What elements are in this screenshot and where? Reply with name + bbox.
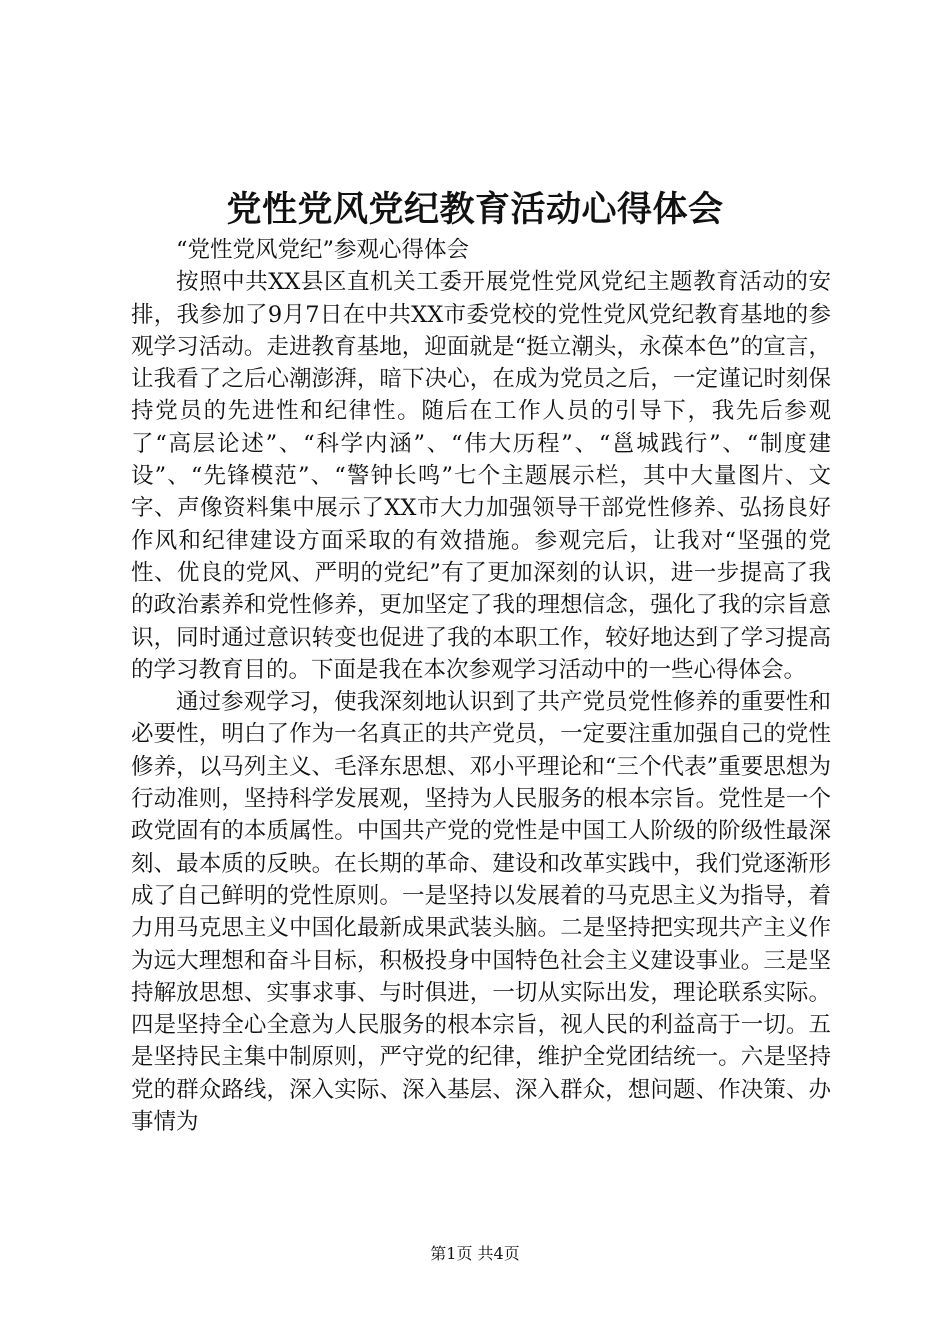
- document-title: 党性党风党纪教育活动心得体会: [226, 189, 724, 230]
- body-paragraph: 通过参观学习，使我深刻地认识到了共产党员党性修养的重要性和必要性，明白了作为一名真正的共产党员，一定要注重加强自己的党性修养，以马列主义、毛泽东思想、邓小平理论和“三个代表”重要思想为行动准则，坚持科学发展观，坚持为人民服务的根本宗旨。党性是一个政党固有的本质属性。中国共产党的党性是中国工人阶级的阶级性最深刻、最本质的反映。在长期的革命、建设和改革实践中，我们党逐渐形成了自己鲜明的党性原则。一是坚持以发展着的马克思主义为指导，着力用马克思主义中国化最新成果武装头脑。二是坚持把实现共产主义作为远大理想和奋斗目标，积极投身中国特色社会主义建设事业。三是坚持解放思想、实事求事、与时俱进，一切从实际出发，理论联系实际。四是坚持全心全意为人民服务的根本宗旨，视人民的利益高于一切。五是坚持民主集中制原则，严守党的纪律，维护全党团结统一。六是坚持党的群众路线，深入实际、深入基层、深入群众，想问题、作决策、办事情为: [131, 689, 831, 1136]
- document-subtitle: “党性党风党纪”参观心得体会: [176, 237, 470, 263]
- body-paragraph: 按照中共XX县区直机关工委开展党性党风党纪主题教育活动的安排，我参加了9月7日在中共XX市委党校的党性党风党纪教育基地的参观学习活动。走进教育基地，迎面就是“挺立潮头，永葆本色”的宣言，让我看了之后心潮澎湃，暗下决心，在成为党员之后，一定谨记时刻保持党员的先进性和纪律性。随后在工作人员的引导下，我先后参观了“高层论述”、“科学内涵”、“伟大历程”、“邕城践行”、“制度建设”、“先锋模范”、“警钟长鸣”七个主题展示栏，其中大量图片、文字、声像资料集中展示了XX市大力加强领导干部党性修养、弘扬良好作风和纪律建设方面采取的有效措施。参观完后，让我对“坚强的党性、优良的党风、严明的党纪”有了更加深刻的认识，进一步提高了我的政治素养和党性修养，更加坚定了我的理想信念，强化了我的宗旨意识，同时通过意识转变也促进了我的本职工作，较好地达到了学习提高的学习教育目的。下面是我在本次参观学习活动中的一些心得体会。: [131, 269, 831, 683]
- page-number: 第1页 共4页: [430, 1244, 520, 1263]
- document-body: [131, 234, 831, 1138]
